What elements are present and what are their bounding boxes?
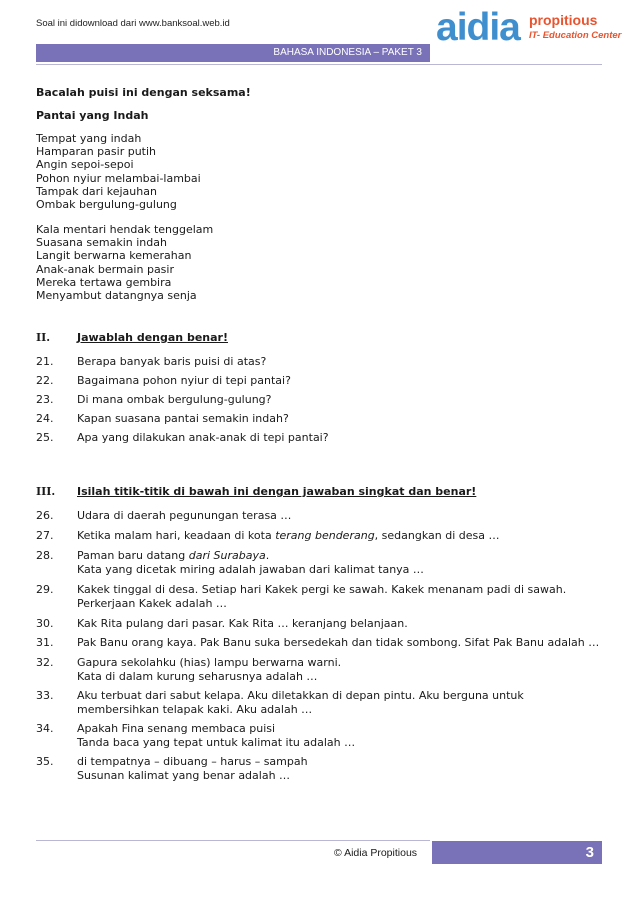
question-number: 28. bbox=[36, 549, 54, 562]
question-text bbox=[77, 529, 607, 543]
header-divider bbox=[36, 64, 602, 65]
question-text: Bagaimana pohon nyiur di tepi pantai? bbox=[77, 374, 291, 387]
question-number: 21. bbox=[36, 355, 54, 368]
question-line: Kata yang dicetak miring adalah jawaban dari kalimat tanya … bbox=[77, 563, 424, 576]
footer-divider bbox=[36, 840, 430, 841]
page-number: 3 bbox=[585, 844, 594, 861]
question-text: Pak Banu orang kaya. Pak Banu suka bersedekah dan tidak sombong. Sifat Pak Banu adalah … bbox=[77, 636, 600, 649]
poem-stanza-2 bbox=[36, 223, 213, 302]
question-text bbox=[77, 583, 607, 611]
poem-stanza-1 bbox=[36, 132, 201, 211]
poem-line: Suasana semakin indah bbox=[36, 236, 167, 250]
question-number: 23. bbox=[36, 393, 54, 406]
italic-phrase: terang benderang bbox=[275, 529, 375, 542]
question-line: Tanda baca yang tepat untuk kalimat itu adalah … bbox=[77, 736, 356, 749]
question-line: di tempatnya – dibuang – harus – sampah bbox=[77, 755, 308, 768]
question-text bbox=[77, 656, 607, 684]
instruction: Bacalah puisi ini dengan seksama! bbox=[36, 86, 251, 99]
poem-line: Ombak bergulung-gulung bbox=[36, 198, 177, 212]
question-number: 22. bbox=[36, 374, 54, 387]
question-number: 34. bbox=[36, 722, 54, 735]
question-text bbox=[77, 755, 607, 783]
poem-line: Pohon nyiur melambai-lambai bbox=[36, 171, 201, 185]
question-number: 32. bbox=[36, 656, 54, 669]
question-text: Apa yang dilakukan anak-anak di tepi pantai? bbox=[77, 431, 329, 444]
aidia-logo bbox=[436, 6, 622, 54]
question-number: 24. bbox=[36, 412, 54, 425]
text-part: , sedangkan di desa … bbox=[374, 529, 500, 542]
header-title: BAHASA INDONESIA – PAKET 3 bbox=[273, 47, 422, 58]
text-part: Paman baru datang bbox=[77, 549, 189, 562]
question-number: 31. bbox=[36, 636, 54, 649]
poem-line: Anak-anak bermain pasir bbox=[36, 262, 174, 276]
question-text bbox=[77, 549, 607, 577]
question-text: Udara di daerah pegunungan terasa … bbox=[77, 509, 292, 522]
poem-line: Menyambut datangnya senja bbox=[36, 289, 197, 303]
question-line: Gapura sekolahku (hias) lampu berwarna warni. bbox=[77, 656, 342, 669]
poem-title: Pantai yang Indah bbox=[36, 109, 149, 122]
question-line: Apakah Fina senang membaca puisi bbox=[77, 722, 276, 735]
italic-phrase: dari Surabaya bbox=[188, 549, 266, 562]
logo-wordmark: aidia bbox=[436, 6, 520, 49]
text-part: Ketika malam hari, keadaan di kota bbox=[77, 529, 276, 542]
poem-line: Kala mentari hendak tenggelam bbox=[36, 223, 214, 236]
poem-line: Tampak dari kejauhan bbox=[36, 184, 157, 198]
question-number: 35. bbox=[36, 755, 54, 768]
question-number: 25. bbox=[36, 431, 54, 444]
footer-bar bbox=[432, 841, 602, 864]
question-number: 26. bbox=[36, 509, 54, 522]
question-text: Di mana ombak bergulung-gulung? bbox=[77, 393, 272, 406]
question-number: 29. bbox=[36, 583, 54, 596]
question-text bbox=[77, 722, 607, 750]
question-text: Kapan suasana pantai semakin indah? bbox=[77, 412, 289, 425]
question-line: membersihkan telapak kaki. Aku adalah … bbox=[77, 703, 313, 716]
section-number: III. bbox=[36, 485, 56, 498]
question-number: 27. bbox=[36, 529, 54, 542]
poem-line: Hamparan pasir putih bbox=[36, 145, 157, 159]
logo-tagline: IT- Education Center bbox=[529, 30, 622, 41]
question-text: Berapa banyak baris puisi di atas? bbox=[77, 355, 267, 368]
text-part: . bbox=[265, 549, 270, 562]
question-number: 33. bbox=[36, 689, 54, 702]
section-number: II. bbox=[36, 331, 51, 344]
footer-copyright: © Aidia Propitious bbox=[334, 847, 418, 859]
question-line: Susunan kalimat yang benar adalah … bbox=[77, 769, 291, 782]
header-bar bbox=[36, 44, 430, 62]
question-line: Perkerjaan Kakek adalah … bbox=[77, 597, 227, 610]
question-text: Kak Rita pulang dari pasar. Kak Rita … keranjang belanjaan. bbox=[77, 617, 408, 630]
question-line: Aku terbuat dari sabut kelapa. Aku diletakkan di depan pintu. Aku berguna untuk bbox=[77, 689, 524, 702]
question-line bbox=[77, 549, 607, 563]
poem-line: Mereka tertawa gembira bbox=[36, 275, 172, 289]
question-number: 30. bbox=[36, 617, 54, 630]
section-title: Jawablah dengan benar! bbox=[77, 331, 228, 344]
poem-line: Tempat yang indah bbox=[36, 132, 142, 145]
section-title: Isilah titik-titik di bawah ini dengan jawaban singkat dan benar! bbox=[77, 485, 477, 498]
question-line: Kata di dalam kurung seharusnya adalah … bbox=[77, 670, 318, 683]
logo-propitious: propitious bbox=[529, 12, 598, 28]
poem-line: Langit berwarna kemerahan bbox=[36, 249, 192, 263]
source-note: Soal ini didownload dari www.banksoal.web.id bbox=[36, 18, 230, 29]
question-text bbox=[77, 689, 607, 717]
poem-line: Angin sepoi-sepoi bbox=[36, 158, 134, 172]
question-line: Kakek tinggal di desa. Setiap hari Kakek pergi ke sawah. Kakek menanam padi di sawah. bbox=[77, 583, 567, 596]
